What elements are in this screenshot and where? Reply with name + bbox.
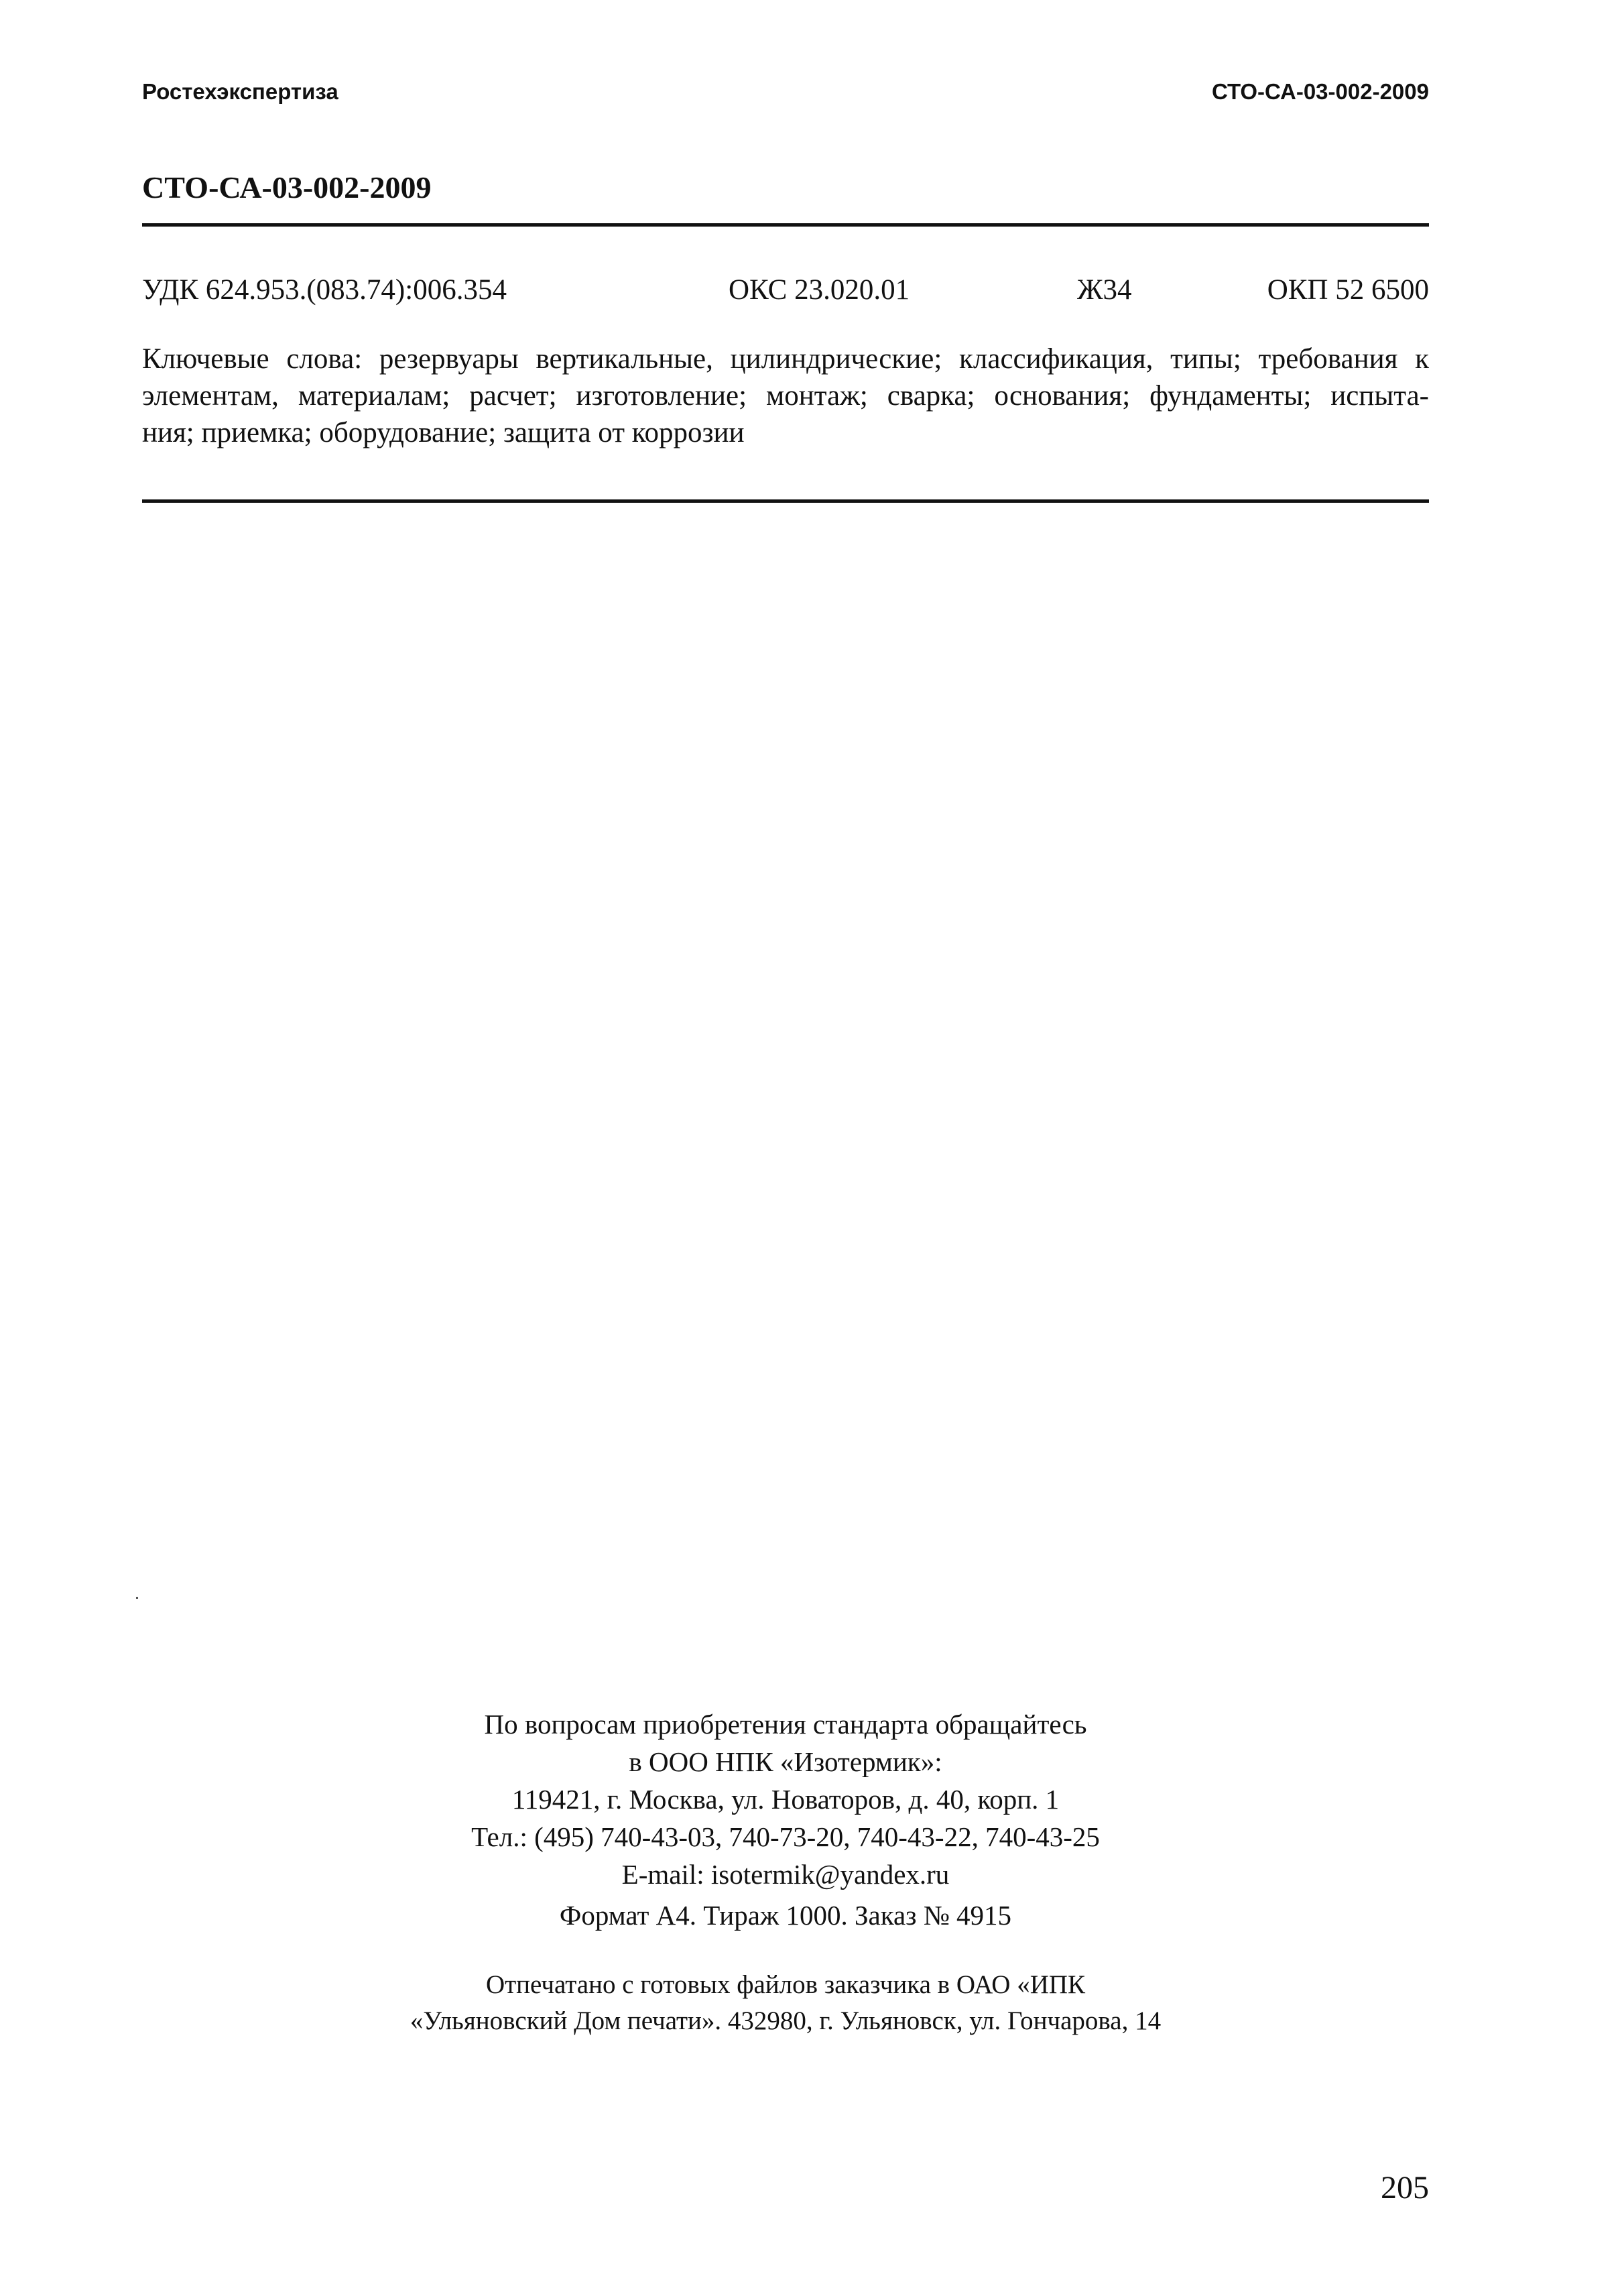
purchase-contact-block — [142, 1705, 1429, 1893]
oks-code: ОКС 23.020.01 — [729, 274, 910, 306]
keywords-line: ния; приемка; оборудование; защита от коррозии — [142, 417, 745, 448]
page-number: 205 — [1381, 2170, 1429, 2206]
contact-address: 119421, г. Москва, ул. Новаторов, д. 40, корп. 1 — [511, 1784, 1060, 1815]
printer-line: Отпечатано с готовых файлов заказчика в ОАО «ИПК — [485, 1970, 1086, 1999]
header-publisher: Ростехэкспертиза — [142, 79, 338, 104]
format-info — [142, 1896, 1429, 1934]
keywords-line: элементам, материалам; расчет; изготовление; монтаж; сварка; основания; фундаменты; испыта- — [142, 380, 1429, 412]
document-code: СТО-СА-03-002-2009 — [142, 170, 432, 204]
classification-codes — [142, 274, 1429, 314]
running-header — [142, 79, 1429, 109]
contact-line: По вопросам приобретения стандарта обращайтесь — [484, 1709, 1087, 1740]
contact-line: в ООО НПК «Изотермик»: — [629, 1746, 942, 1777]
top-divider — [142, 223, 1429, 227]
printer-info — [142, 1967, 1429, 2039]
group-code: Ж34 — [1077, 274, 1132, 306]
header-document-code: СТО-СА-03-002-2009 — [1212, 79, 1429, 104]
format-line: Формат А4. Тираж 1000. Заказ № 4915 — [559, 1900, 1012, 1931]
printer-line: «Ульяновский Дом печати». 432980, г. Ульяновск, ул. Гончарова, 14 — [410, 2006, 1162, 2035]
bottom-divider — [142, 499, 1429, 503]
contact-phone: Тел.: (495) 740-43-03, 740-73-20, 740-43-22, 740-43-25 — [471, 1821, 1100, 1852]
keywords-paragraph — [142, 341, 1429, 451]
okp-code: ОКП 52 6500 — [1267, 274, 1429, 306]
scan-speck — [136, 1597, 138, 1599]
udk-code: УДК 624.953.(083.74):006.354 — [142, 274, 507, 306]
keywords-line: Ключевые слова: резервуары вертикальные, цилиндрические; классификация, типы; требования к — [142, 343, 1429, 375]
contact-email: E-mail: isotermik@yandex.ru — [621, 1859, 950, 1890]
